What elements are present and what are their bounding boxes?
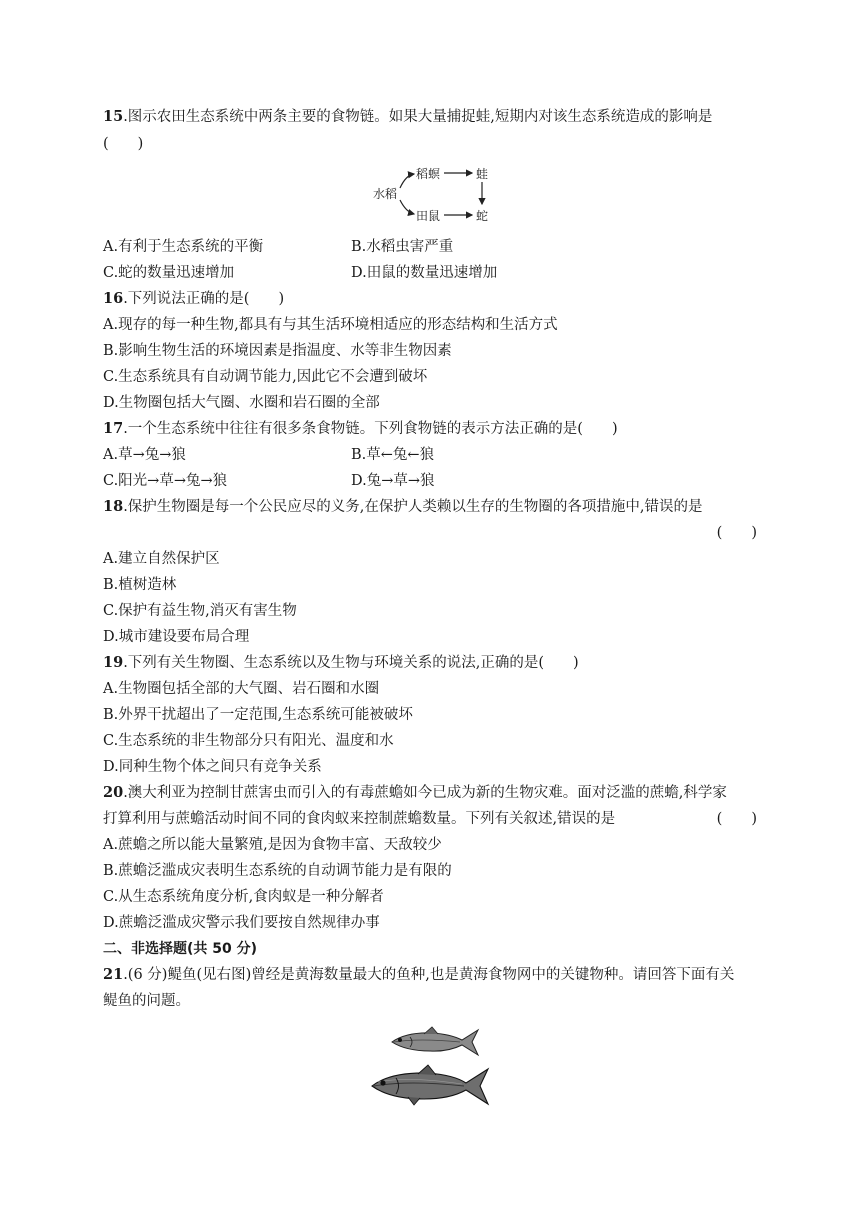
q15-options-row1 [103,237,454,257]
q15-option-d: D.田鼠的数量迅速增加 [351,265,498,281]
q15-stem [103,107,712,127]
q15-options-row2 [103,263,498,283]
food-chain-diagram [370,160,500,228]
q16-option-a: A.现存的每一种生物,都具有与其生活环境相适应的形态结构和生活方式 [103,317,558,333]
q20-option-b: B.蔗蟾泛滥成灾表明生态系统的自动调节能力是有限的 [103,863,452,879]
q21-stem-line1 [103,965,734,985]
diagram-locust: 稻螟 [416,167,441,181]
q15-answer-paren: ( ) [103,136,144,152]
q17-options-row1 [103,445,435,465]
diagram-snake: 蛇 [476,209,489,223]
q17-number: 17 [103,420,124,437]
q20-stem-line1 [103,783,727,803]
q17-option-a: A.草→兔→狼 [103,447,186,463]
q19-option-d: D.同种生物个体之间只有竞争关系 [103,759,322,775]
q15-option-b: B.水稻虫害严重 [351,239,454,255]
q19-text: .下列有关生物圈、生态系统以及生物与环境关系的说法,正确的是( ) [123,655,579,671]
q18-option-b: B.植树造林 [103,577,177,593]
q15-text: .图示农田生态系统中两条主要的食物链。如果大量捕捉蛙,短期内对该生态系统造成的影响是 [123,109,713,125]
q19-option-c: C.生态系统的非生物部分只有阳光、温度和水 [103,733,394,749]
q20-text-1: .澳大利亚为控制甘蔗害虫而引入的有毒蔗蟾如今已成为新的生物灾难。面对泛滥的蔗蟾,科学家 [123,785,727,801]
q15-option-a: A.有利于生态系统的平衡 [103,239,264,255]
q17-option-c: C.阳光→草→兔→狼 [103,473,228,489]
q20-number: 20 [103,784,124,801]
diagram-rice: 水稻 [373,187,398,201]
q16-option-d: D.生物圈包括大气圈、水圈和岩石圈的全部 [103,395,380,411]
anchovy-large-illustration [368,1064,492,1108]
q21-number: 21 [103,966,124,983]
q18-option-d: D.城市建设要布局合理 [103,629,250,645]
anchovy-small-illustration [388,1025,482,1059]
q16-option-c: C.生态系统具有自动调节能力,因此它不会遭到破坏 [103,369,428,385]
arrow-rice-mouse [400,200,414,214]
q18-number: 18 [103,498,124,515]
q15-option-c: C.蛇的数量迅速增加 [103,265,235,281]
diagram-frog: 蛙 [476,167,489,181]
q18-text: .保护生物圈是每一个公民应尽的义务,在保护人类赖以生存的生物圈的各项措施中,错误的是 [123,499,703,515]
q20-option-d: D.蔗蟾泛滥成灾警示我们要按自然规律办事 [103,915,380,931]
q21-stem-line2: 鳀鱼的问题。 [103,993,190,1009]
q19-stem [103,653,579,673]
q21-text-1: .(6 分)鳀鱼(见右图)曾经是黄海数量最大的鱼种,也是黄海食物网中的关键物种。请回答下面有关 [123,967,735,983]
q18-option-c: C.保护有益生物,消灭有害生物 [103,603,297,619]
q16-number: 16 [103,290,124,307]
q16-text: .下列说法正确的是( ) [123,291,285,307]
q17-stem [103,419,618,439]
arrow-rice-locust [400,174,414,188]
q18-stem [103,497,703,517]
q20-option-a: A.蔗蟾之所以能大量繁殖,是因为食物丰富、天敌较少 [103,837,442,853]
q19-number: 19 [103,654,124,671]
section-heading: 二、非选择题(共 50 分) [103,941,258,957]
q19-option-b: B.外界干扰超出了一定范围,生态系统可能被破坏 [103,707,413,723]
q16-option-b: B.影响生物生活的环境因素是指温度、水等非生物因素 [103,343,452,359]
q17-text: .一个生态系统中往往有很多条食物链。下列食物链的表示方法正确的是( ) [123,421,618,437]
q16-stem [103,289,284,309]
q18-answer-paren: ( ) [716,525,757,541]
q15-number: 15 [103,108,124,125]
q17-option-b: B.草←兔←狼 [351,447,435,463]
q20-answer-paren: ( ) [716,811,757,827]
q19-option-a: A.生物圈包括全部的大气圈、岩石圈和水圈 [103,681,380,697]
q20-stem-line2: 打算利用与蔗蟾活动时间不同的食肉蚁来控制蔗蟾数量。下列有关叙述,错误的是 [103,811,616,827]
diagram-mouse: 田鼠 [416,209,441,223]
q20-option-c: C.从生态系统角度分析,食肉蚁是一种分解者 [103,889,384,905]
q17-options-row2 [103,471,435,491]
q18-option-a: A.建立自然保护区 [103,551,220,567]
q17-option-d: D.兔→草→狼 [351,473,435,489]
